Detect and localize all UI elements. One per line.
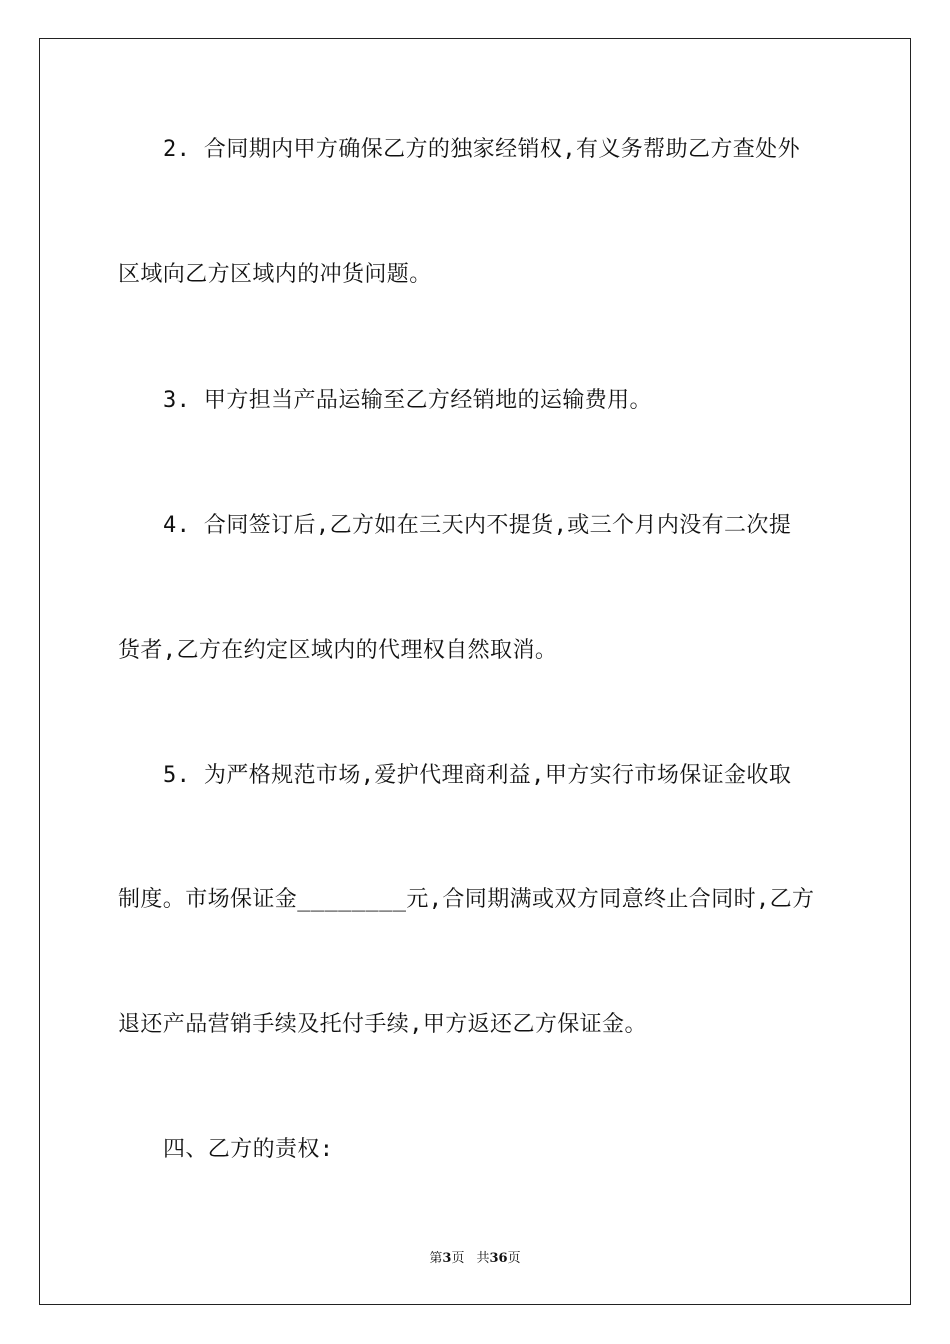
paragraph-4-line-2: 货者,乙方在约定区域内的代理权自然取消。 xyxy=(118,638,558,663)
paragraph-2-line-2: 区域向乙方区域内的冲货问题。 xyxy=(118,262,432,287)
page-border xyxy=(39,38,911,1305)
paragraph-5-line-2: 制度。市场保证金________元,合同期满或双方同意终止合同时,乙方 xyxy=(118,887,815,912)
paragraph-3-line-1: 3. 甲方担当产品运输至乙方经销地的运输费用。 xyxy=(163,388,652,413)
footer-total-pages: 36 xyxy=(489,1251,508,1266)
footer-page-suffix: 页 xyxy=(451,1251,465,1266)
footer-page-prefix: 第 xyxy=(429,1251,443,1266)
footer-page-number: 3 xyxy=(442,1251,452,1266)
paragraph-2-line-1: 2. 合同期内甲方确保乙方的独家经销权,有义务帮助乙方查处外 xyxy=(163,137,800,162)
paragraph-4-line-1: 4. 合同签订后,乙方如在三天内不提货,或三个月内没有二次提 xyxy=(163,513,792,538)
paragraph-5-line-3: 退还产品营销手续及托付手续,甲方返还乙方保证金。 xyxy=(118,1012,647,1037)
paragraph-5-line-1: 5. 为严格规范市场,爱护代理商利益,甲方实行市场保证金收取 xyxy=(163,763,792,788)
section-heading-4: 四、乙方的责权: xyxy=(163,1137,334,1162)
page-footer xyxy=(0,1247,950,1266)
footer-total-suffix: 页 xyxy=(507,1251,521,1266)
footer-total-prefix: 共 xyxy=(476,1251,490,1266)
